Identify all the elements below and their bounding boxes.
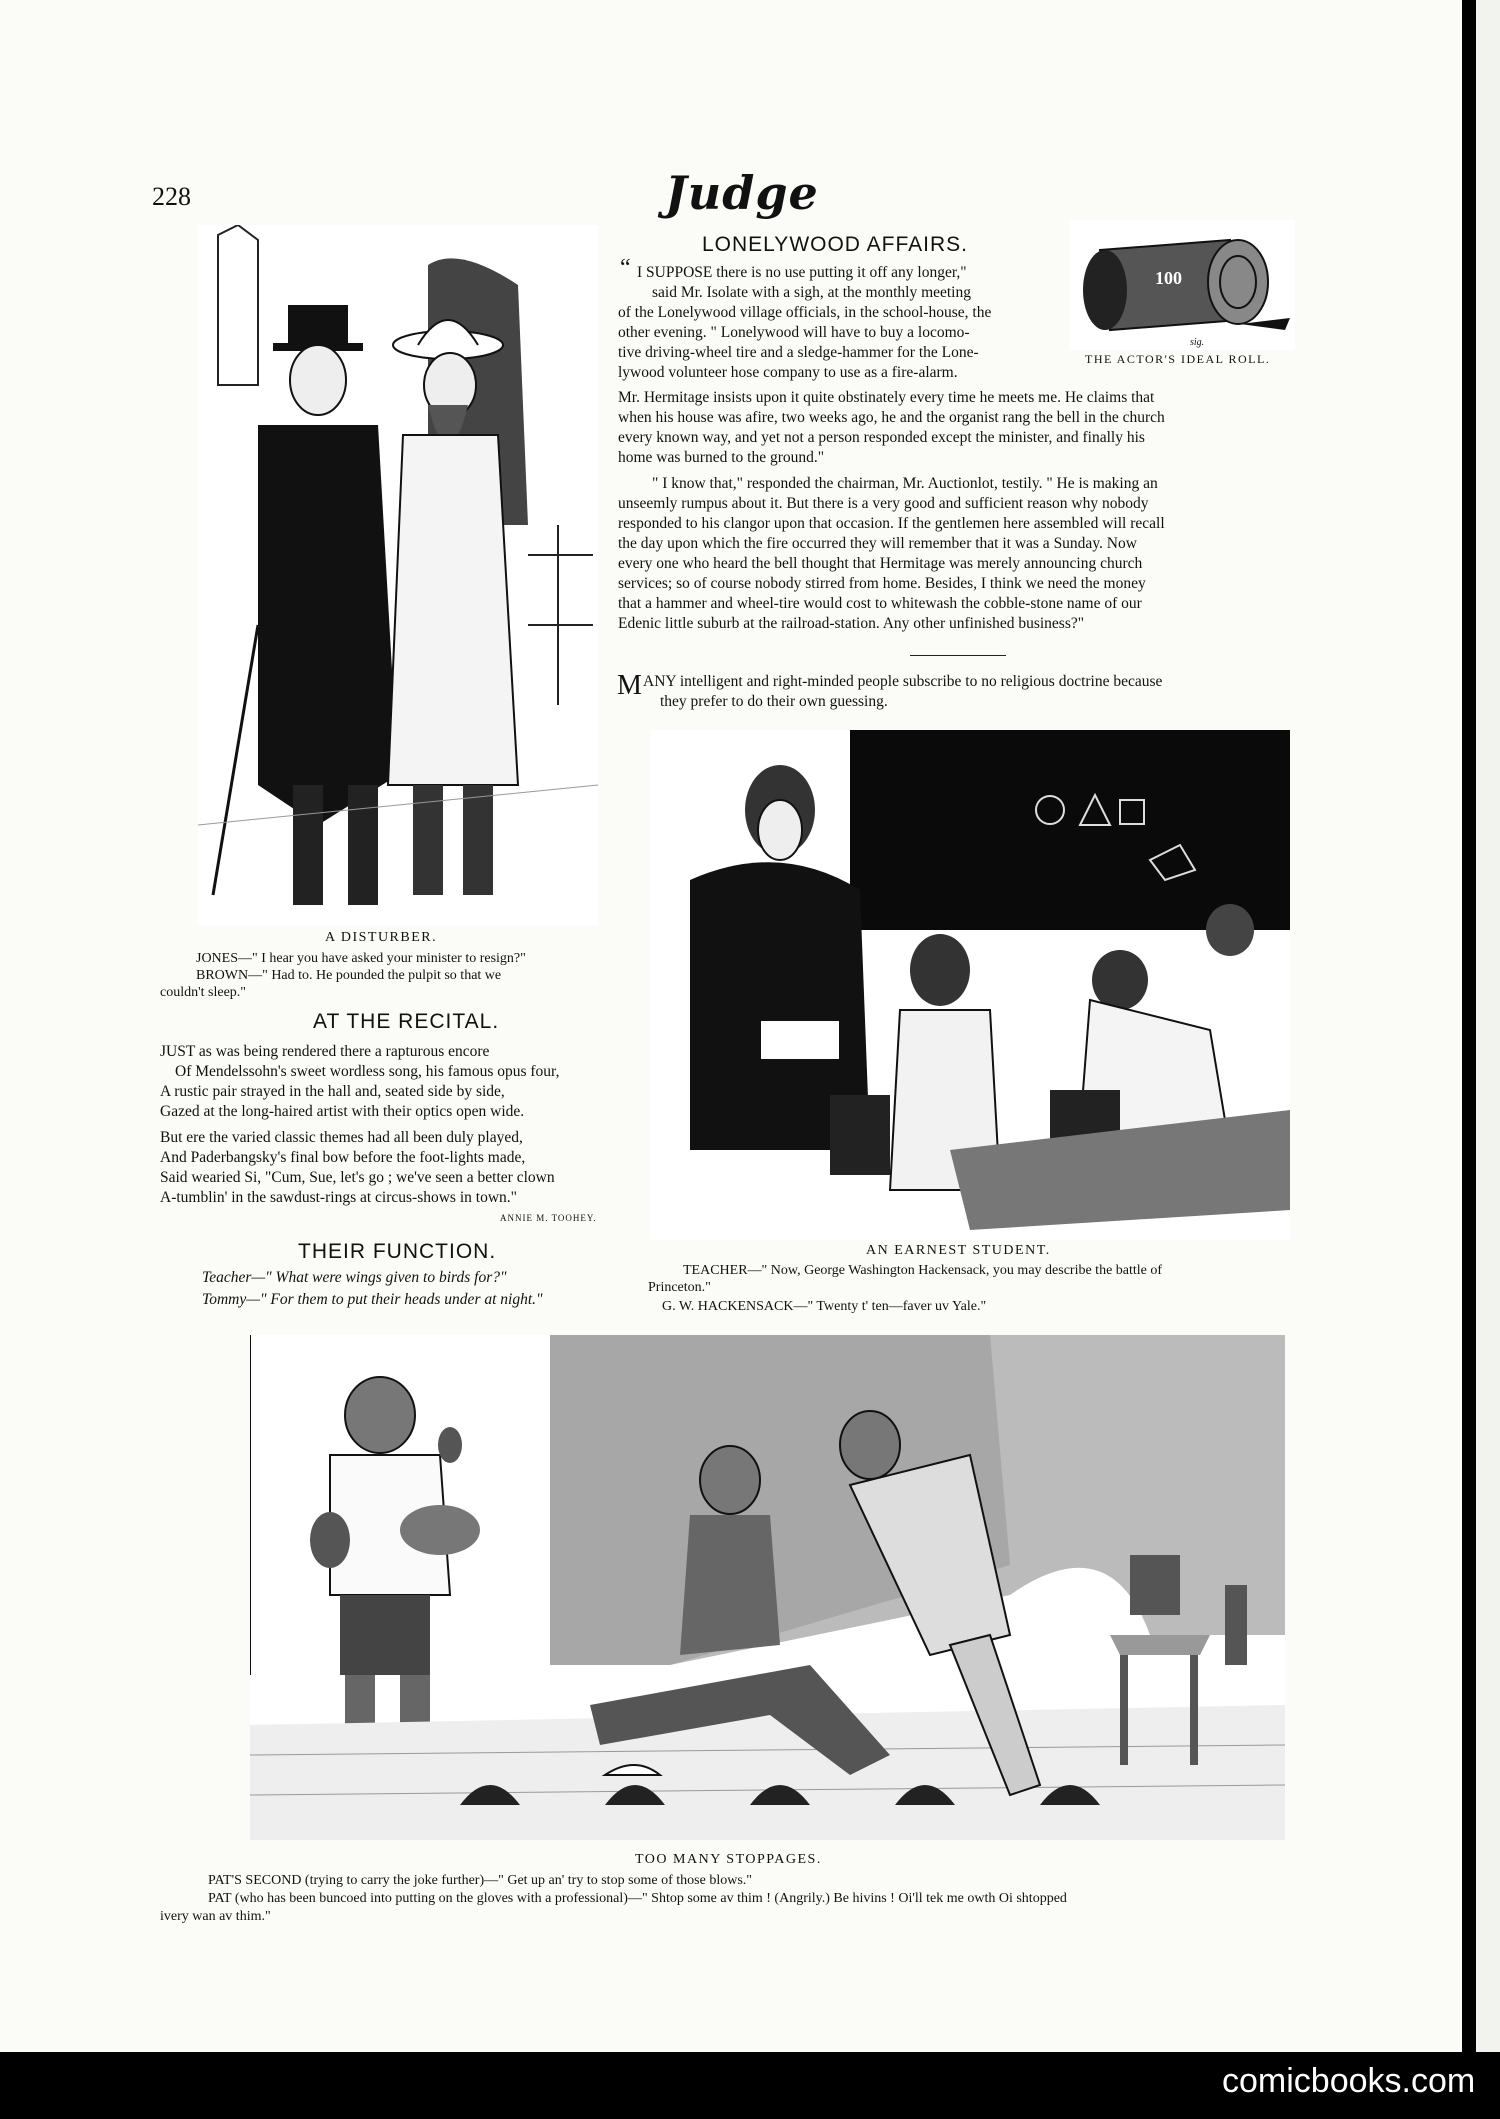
function-title: THEIR FUNCTION.	[298, 1240, 497, 1263]
text-line: tive driving-wheel tire and a sledge-hammer for the Lone-	[618, 344, 979, 361]
disturber-line-2: BROWN—" Had to. He pounded the pulpit so that we	[196, 968, 502, 983]
boxing-illustration	[250, 1335, 1285, 1840]
lonelywood-open-quote: “	[620, 255, 631, 281]
student-line-3: G. W. HACKENSACK—" Twenty t' ten—faver uv Yale."	[662, 1299, 987, 1314]
text-line: said Mr. Isolate with a sigh, at the monthly meeting	[652, 284, 971, 301]
roll-label: 100	[1155, 268, 1182, 288]
text-line: services; so of course nobody stirred from home. Besides, I think we need the money	[618, 575, 1146, 592]
poem-line: Gazed at the long-haired artist with their optics open wide.	[160, 1103, 525, 1120]
poem-line: But ere the varied classic themes had all been duly played,	[160, 1129, 523, 1146]
recital-author: ANNIE M. TOOHEY.	[500, 1213, 597, 1223]
text-line: unseemly rumpus about it. But there is a very good and sufficient reason why nobody	[618, 495, 1149, 512]
function-line-2: Tommy—" For them to put their heads under at night."	[202, 1291, 543, 1308]
poem-line: A rustic pair strayed in the hall and, seated side by side,	[160, 1083, 505, 1100]
many-dropcap: M	[617, 670, 642, 701]
classroom-illustration	[650, 730, 1290, 1240]
poem-line: And Paderbangsky's final bow before the foot-lights made,	[160, 1149, 526, 1166]
student-line-1: TEACHER—" Now, George Washington Hackensack, you may describe the battle of	[683, 1263, 1163, 1278]
stoppages-line-2: PAT (who has been buncoed into putting on the gloves with a professional)—" Shtop some av thim ! (Angrily.) Be hivins ! Oi'll tek me owth Oi shtopped	[208, 1891, 1067, 1906]
disturber-title: A DISTURBER.	[325, 930, 438, 945]
actor-roll-illustration	[1070, 220, 1295, 350]
text-line: when his house was afire, two weeks ago, he and the organist rang the bell in the church	[618, 409, 1165, 426]
text-line: the day upon which the fire occurred they will remember that it was a Sunday. Now	[618, 535, 1137, 552]
disturber-line-1: JONES—" I hear you have asked your minister to resign?"	[196, 951, 526, 966]
text-line: I SUPPOSE there is no use putting it off any longer,"	[637, 264, 967, 281]
text-line: other evening. " Lonelywood will have to buy a locomo-	[618, 324, 970, 341]
masthead-title: Judge	[665, 166, 819, 220]
recital-title: AT THE RECITAL.	[313, 1010, 500, 1033]
poem-line: A-tumblin' in the sawdust-rings at circus-shows in town."	[160, 1189, 517, 1206]
poem-line: JUST as was being rendered there a rapturous encore	[160, 1043, 490, 1060]
text-line: " I know that," responded the chairman, Mr. Auctionlot, testily. " He is making an	[652, 475, 1158, 492]
student-title: AN EARNEST STUDENT.	[866, 1243, 1051, 1258]
stoppages-line-1: PAT'S SECOND (trying to carry the joke further)—" Get up an' try to stop some of those blows."	[208, 1873, 753, 1888]
text-line: every one who heard the bell thought that Hermitage was merely announcing church	[618, 555, 1143, 572]
text-line: that a hammer and wheel-tire would cost to whitewash the cobble-stone name of our	[618, 595, 1142, 612]
actor-roll-caption: THE ACTOR'S IDEAL ROLL.	[1085, 352, 1271, 366]
many-line-2: they prefer to do their own guessing.	[660, 693, 888, 710]
text-line: home was burned to the ground."	[618, 449, 825, 466]
function-line-1: Teacher—" What were wings given to birds for?"	[202, 1269, 507, 1286]
poem-line: Of Mendelssohn's sweet wordless song, his famous opus four,	[175, 1063, 560, 1080]
stoppages-line-3: ivery wan av thim."	[160, 1909, 271, 1924]
text-line: every known way, and yet not a person responded except the minister, and finally his	[618, 429, 1145, 446]
poem-line: Said wearied Si, "Cum, Sue, let's go ; we've seen a better clown	[160, 1169, 555, 1186]
stoppages-title: TOO MANY STOPPAGES.	[635, 1852, 822, 1867]
text-line: Mr. Hermitage insists upon it quite obstinately every time he meets me. He claims that	[618, 389, 1155, 406]
disturber-line-3: couldn't sleep."	[160, 985, 246, 1000]
disturber-illustration	[198, 225, 598, 925]
watermark: comicbooks.com	[1222, 2062, 1476, 2100]
student-line-2: Princeton."	[648, 1280, 711, 1295]
page-gutter	[1462, 0, 1476, 2052]
svg-text:sig.: sig.	[1190, 337, 1205, 348]
page-number: 228	[152, 182, 191, 211]
text-line: Edenic little suburb at the railroad-station. Any other unfinished business?"	[618, 615, 1085, 632]
many-line-1: ANY intelligent and right-minded people subscribe to no religious doctrine because	[643, 673, 1163, 690]
text-line: of the Lonelywood village officials, in the school-house, the	[618, 304, 992, 321]
section-divider	[910, 655, 1006, 656]
lonelywood-title: LONELYWOOD AFFAIRS.	[702, 233, 968, 256]
text-line: lywood volunteer hose company to use as a fire-alarm.	[618, 364, 958, 381]
text-line: responded to his clangor upon that occasion. If the gentlemen here assembled will recall	[618, 515, 1165, 532]
adjacent-page-edge	[1476, 0, 1500, 2052]
